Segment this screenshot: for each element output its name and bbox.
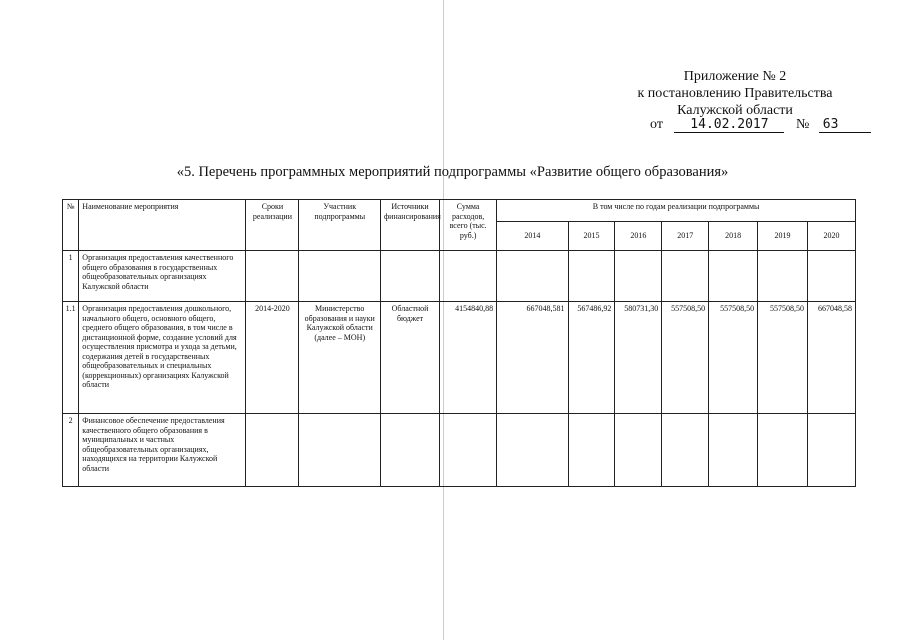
year-value: 557508,50 — [709, 302, 758, 414]
header-year: 2019 — [758, 222, 808, 251]
row-number: 1.1 — [63, 302, 79, 414]
header-name: Наименование мероприятия — [79, 200, 246, 251]
year-value — [662, 414, 709, 487]
year-value: 557508,50 — [662, 302, 709, 414]
program-activities-table — [62, 199, 856, 487]
header-sources: Источники финансирования — [380, 200, 439, 251]
date-label: от — [650, 117, 663, 132]
appendix-line-1: Приложение № 2 — [683, 69, 787, 84]
activity-source: Областной бюджет — [380, 302, 439, 414]
document-title: «5. Перечень программных мероприятий подпрограммы «Развитие общего образования» — [176, 164, 729, 180]
table-row — [63, 251, 856, 302]
activity-terms — [246, 414, 299, 487]
table-row — [63, 414, 856, 487]
header-terms: Сроки реализации — [246, 200, 299, 251]
decree-date: 14.02.2017 — [674, 117, 784, 133]
year-value — [709, 414, 758, 487]
header-num: № — [63, 200, 79, 251]
year-value — [568, 251, 615, 302]
year-value — [808, 414, 856, 487]
header-year: 2020 — [808, 222, 856, 251]
header-year: 2017 — [662, 222, 709, 251]
header-total: Сумма расходов, всего (тыс. руб.) — [440, 200, 497, 251]
year-value: 667048,58 — [808, 302, 856, 414]
activity-name: Организация предоставления качественного общего образования в государственных общеобразовательных организациях Калужской области — [79, 251, 246, 302]
year-value — [808, 251, 856, 302]
year-value — [662, 251, 709, 302]
year-value — [497, 251, 568, 302]
decree-number: 63 — [819, 117, 871, 133]
activity-source — [380, 414, 439, 487]
year-value — [568, 414, 615, 487]
year-value — [497, 414, 568, 487]
number-label: № — [795, 117, 810, 132]
activity-total — [440, 414, 497, 487]
header-year: 2018 — [709, 222, 758, 251]
year-value — [709, 251, 758, 302]
row-number: 1 — [63, 251, 79, 302]
header-year: 2014 — [497, 222, 568, 251]
appendix-block — [600, 68, 870, 119]
activity-participant — [299, 251, 381, 302]
year-value — [615, 251, 662, 302]
year-value — [615, 414, 662, 487]
activity-name: Финансовое обеспечение предоставления качественного общего образования в муниципальных и частных общеобразовательных организациях, находящихся на территории Калужской области — [79, 414, 246, 487]
header-participant: Участник подпрограммы — [299, 200, 381, 251]
appendix-line-3: Калужской области — [677, 103, 793, 118]
activity-total — [440, 251, 497, 302]
activity-participant: Министерство образования и науки Калужской области (далее – МОН) — [299, 302, 381, 414]
header-year: 2016 — [615, 222, 662, 251]
year-value: 667048,581 — [497, 302, 568, 414]
year-value — [758, 414, 808, 487]
table-row — [63, 302, 856, 414]
activity-terms — [246, 251, 299, 302]
header-by-years: В том числе по годам реализации подпрограммы — [497, 200, 856, 222]
header-year: 2015 — [568, 222, 615, 251]
row-number: 2 — [63, 414, 79, 487]
activity-source — [380, 251, 439, 302]
header-row-1 — [63, 200, 856, 222]
activity-total: 4154840,88 — [440, 302, 497, 414]
activity-participant — [299, 414, 381, 487]
year-value: 580731,30 — [615, 302, 662, 414]
year-value: 557508,50 — [758, 302, 808, 414]
activity-name: Организация предоставления дошкольного, начального общего, основного общего, среднего общего образования, в том числе в дистанционной форме, создание условий для осуществления присмотра и ухода за детьми, содержания детей в государственных общеобразовательных и специальных (коррекционных) организациях Калужской области — [79, 302, 246, 414]
decree-date-line — [650, 117, 860, 133]
year-value: 567486,92 — [568, 302, 615, 414]
activity-terms: 2014-2020 — [246, 302, 299, 414]
year-value — [758, 251, 808, 302]
appendix-line-2: к постановлению Правительства — [637, 86, 833, 101]
